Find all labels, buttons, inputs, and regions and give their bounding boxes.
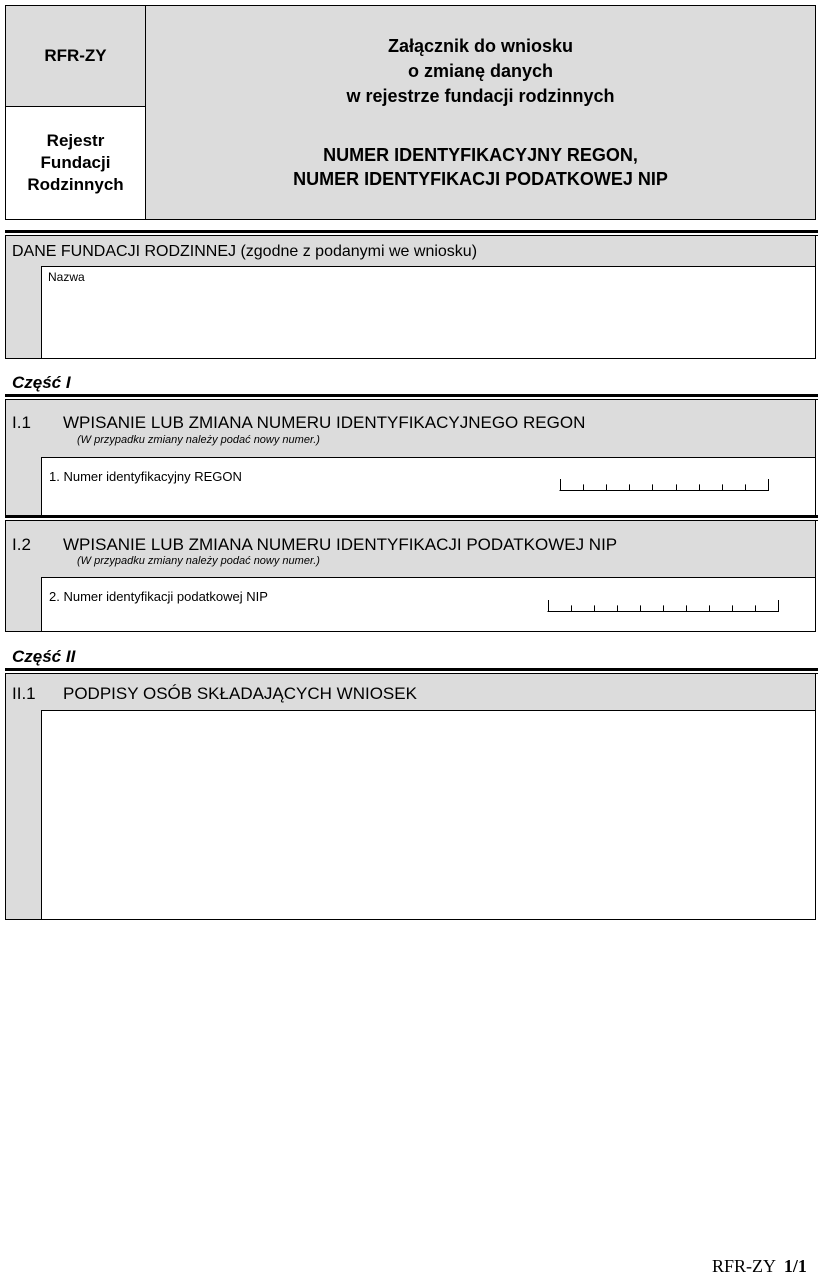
nip-digit-boxes[interactable]: [547, 600, 779, 612]
foundation-section: [5, 236, 816, 359]
regon-digit-boxes[interactable]: [559, 479, 769, 491]
nip-field[interactable]: [41, 577, 815, 631]
section-nip-number: I.2: [12, 535, 31, 554]
digit-comb: [559, 479, 769, 491]
form-code: RFR-ZY: [44, 46, 107, 65]
section-signatures-title: PODPISY OSÓB SKŁADAJĄCYCH WNIOSEK: [63, 684, 417, 703]
title-line-1: Załącznik do wniosku: [387, 36, 574, 56]
section-regon-title: WPISANIE LUB ZMIANA NUMERU IDENTYFIKACYJNEGO REGON: [63, 413, 586, 432]
title-line-3: w rejestrze fundacji rodzinnych: [346, 86, 615, 106]
part-1-title: Część I: [12, 373, 71, 392]
regon-field[interactable]: [41, 457, 815, 516]
section-regon-number: I.1: [12, 413, 31, 432]
registry-line-1: Rejestr: [46, 131, 105, 150]
form-header: [5, 5, 816, 220]
section-signatures-number: II.1: [12, 684, 36, 703]
section-nip-title: WPISANIE LUB ZMIANA NUMERU IDENTYFIKACJI PODATKOWEJ NIP: [63, 535, 618, 554]
foundation-name-label: Nazwa: [48, 270, 85, 284]
form-code-cell: [6, 6, 146, 107]
title-line-2: o zmianę danych: [407, 61, 554, 81]
nip-label: 2. Numer identyfikacji podatkowej NIP: [49, 589, 268, 604]
signatures-field[interactable]: [41, 710, 815, 919]
part-2-title: Część II: [12, 647, 76, 666]
page-title: [146, 34, 815, 109]
section-signatures: [5, 674, 816, 920]
footer-page-number: 1/1: [783, 1256, 807, 1276]
section-regon-note: (W przypadku zmiany należy podać nowy numer.): [77, 434, 320, 446]
footer-form-code: RFR-ZY: [712, 1256, 776, 1276]
section-nip-note: (W przypadku zmiany należy podać nowy numer.): [77, 555, 320, 567]
divider-rule: [5, 394, 818, 397]
foundation-section-title: DANE FUNDACJI RODZINNEJ (zgodne z podanymi we wniosku): [12, 243, 478, 260]
registry-cell: [6, 107, 146, 219]
divider-rule: [5, 515, 818, 518]
registry-line-2: Fundacji: [40, 153, 111, 172]
section-nip: [5, 521, 816, 632]
subtitle-line-1: NUMER IDENTYFIKACYJNY REGON,: [323, 145, 638, 165]
subtitle-line-2: NUMER IDENTYFIKACJI PODATKOWEJ NIP: [293, 169, 668, 189]
regon-label: 1. Numer identyfikacyjny REGON: [49, 469, 242, 484]
page-footer: [712, 1256, 807, 1277]
section-regon: [5, 400, 816, 516]
divider-rule: [5, 668, 818, 671]
title-cell: [146, 6, 815, 219]
digit-comb: [547, 600, 779, 612]
registry-line-3: Rodzinnych: [27, 175, 124, 194]
foundation-name-field[interactable]: [41, 266, 815, 358]
divider-rule: [5, 230, 818, 233]
page-subtitle: [146, 143, 815, 191]
